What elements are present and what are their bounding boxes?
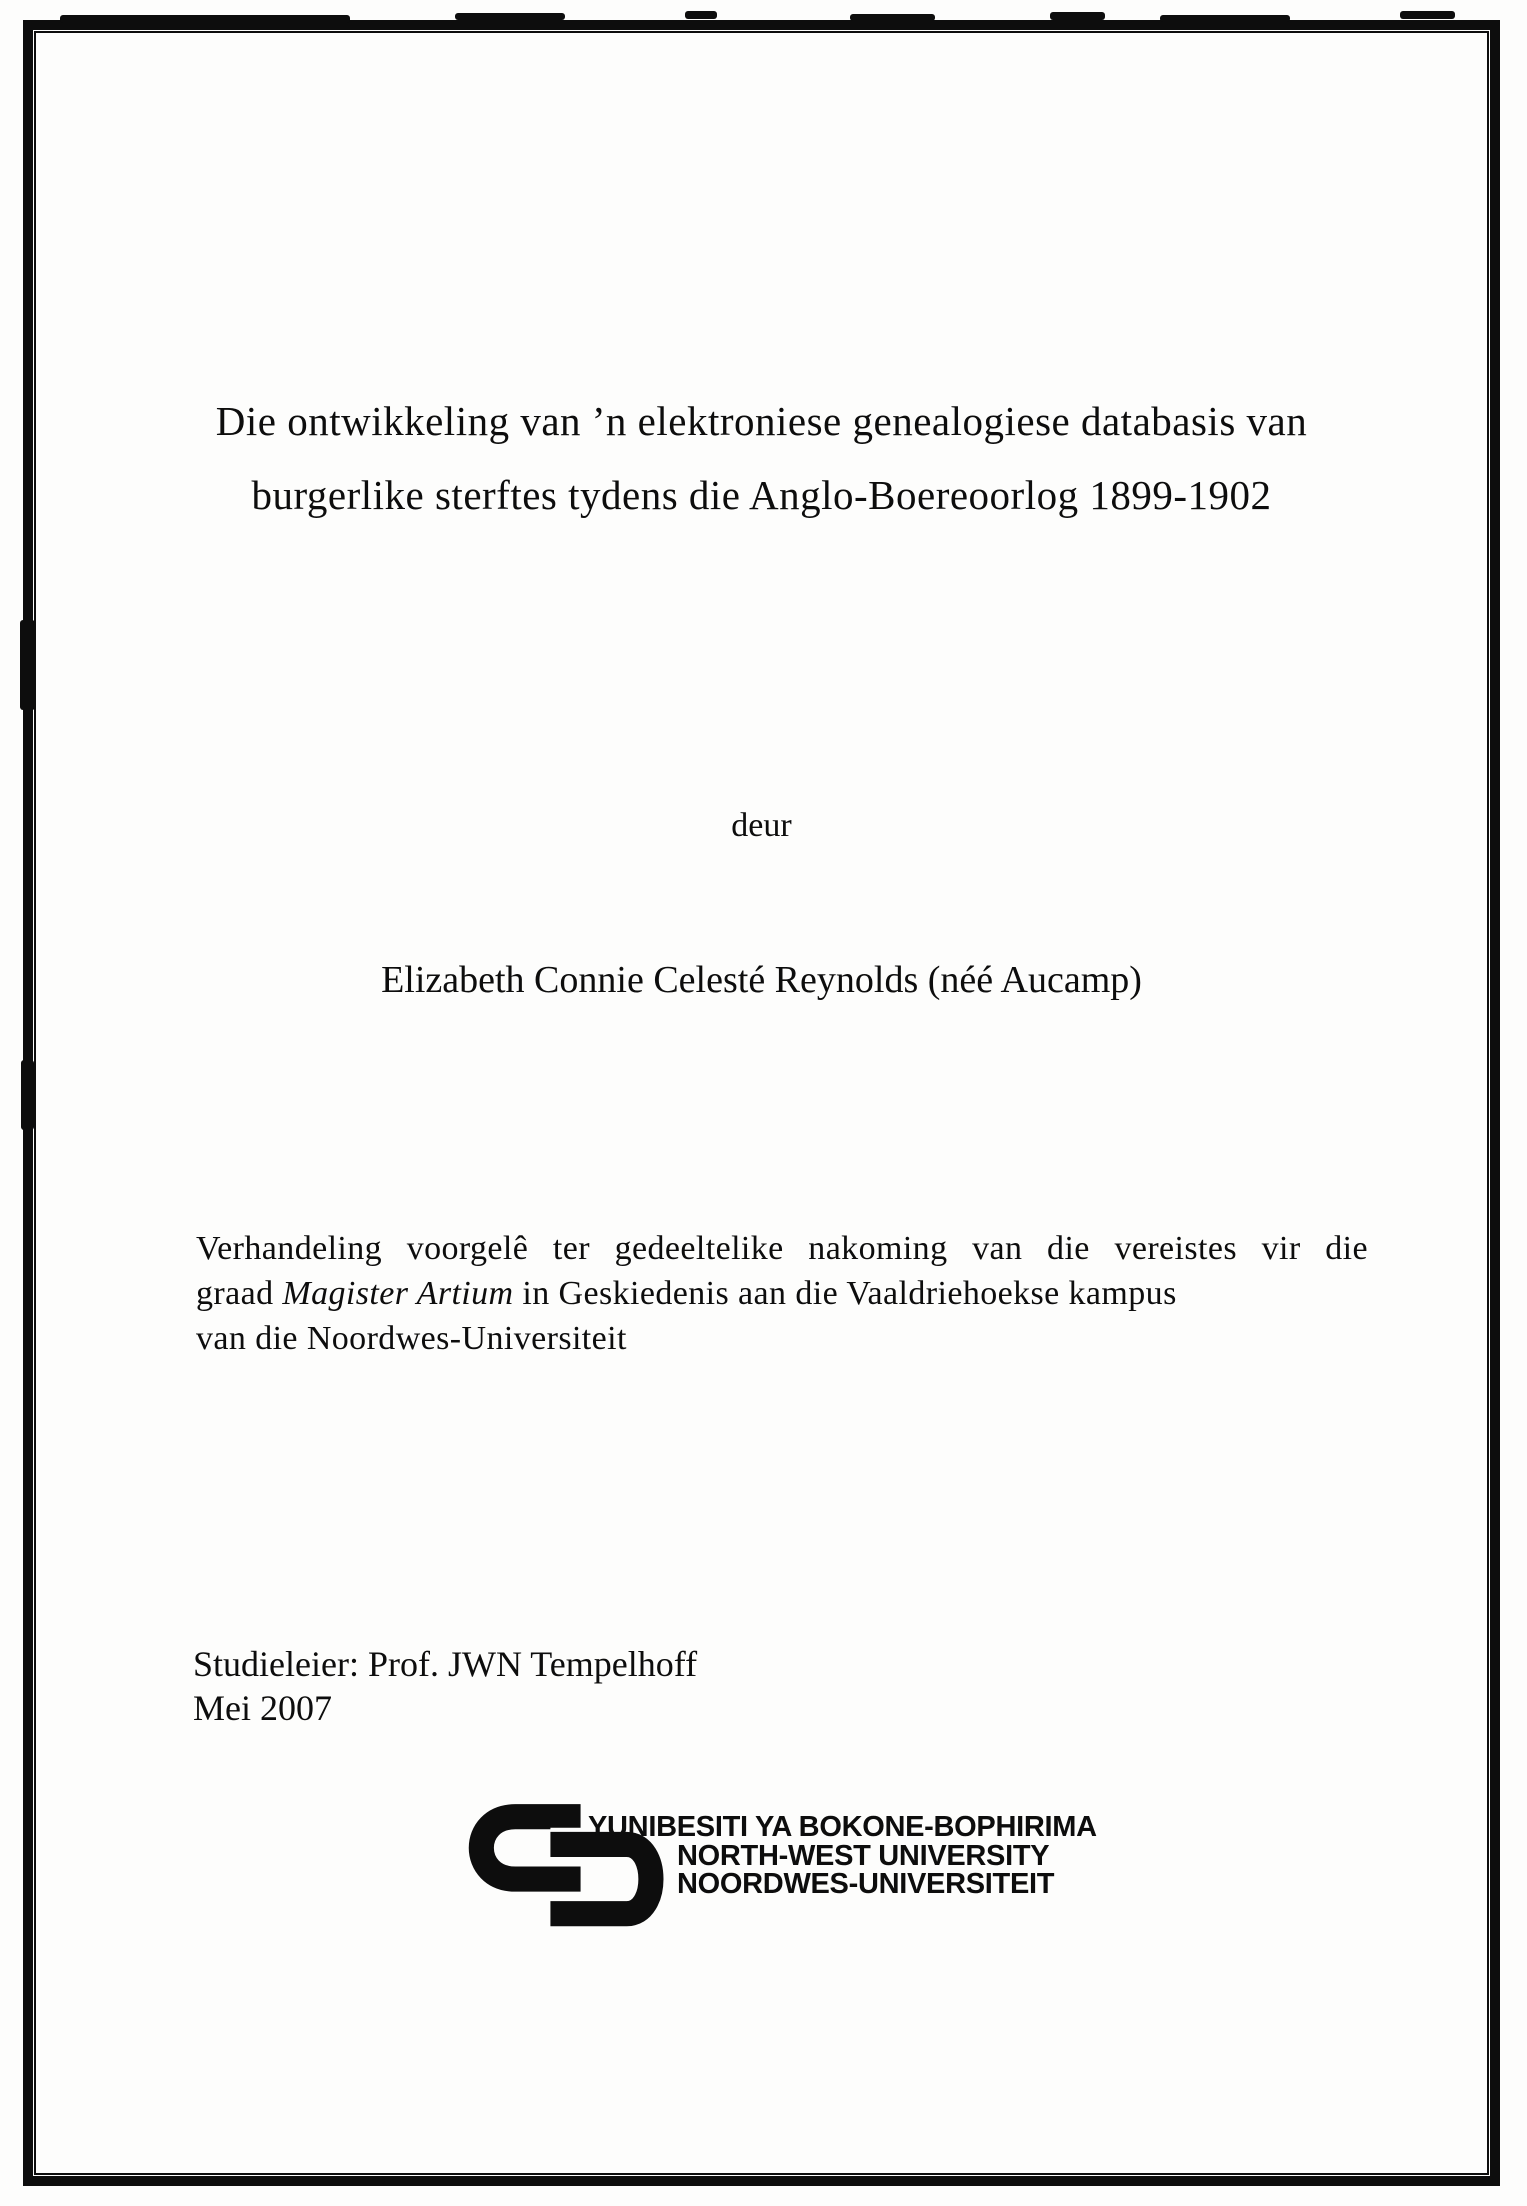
scan-artifact: [60, 2178, 120, 2184]
degree-statement-line2-post: in Geskiedenis aan die Vaaldriehoekse kampus: [513, 1275, 1177, 1312]
degree-name-italic: Magister Artium: [282, 1275, 514, 1312]
degree-statement-line2: [196, 1271, 1368, 1316]
degree-statement-line2-pre: graad: [196, 1275, 283, 1312]
scan-artifact: [1400, 11, 1455, 19]
scan-artifact: [850, 14, 935, 21]
supervisor-line: Studieleier: Prof. JWN Tempelhoff: [193, 1644, 698, 1684]
thesis-title-line2: burgerlike sterftes tydens die Anglo-Boereoorlog 1899-1902: [251, 472, 1272, 518]
scan-artifact: [60, 15, 350, 23]
university-logo-text: [588, 1813, 1097, 1899]
thesis-title-line1: Die ontwikkeling van ’n elektroniese genealogiese databasis van: [215, 398, 1308, 444]
author-name: Elizabeth Connie Celesté Reynolds (néé Aucamp): [381, 959, 1142, 1001]
logo-text-afrikaans: NOORDWES-UNIVERSITEIT: [677, 1868, 1055, 1900]
degree-statement-line3: van die Noordwes-Universiteit: [196, 1320, 627, 1357]
degree-statement: [196, 1226, 1368, 1361]
scan-artifact: [685, 11, 717, 19]
byline: deur: [731, 807, 792, 844]
university-logo: [468, 1804, 1158, 1934]
scan-artifact: [1160, 15, 1290, 22]
logo-text-english: NORTH-WEST UNIVERSITY: [677, 1839, 1050, 1872]
scan-artifact: [760, 2177, 970, 2184]
scan-artifact: [215, 2177, 385, 2184]
date-line: Mei 2007: [193, 1688, 332, 1728]
scan-artifact: [21, 1060, 34, 1130]
thesis-title: [23, 384, 1500, 532]
supervisor-block: [193, 1642, 697, 1730]
degree-statement-line1: Verhandeling voorgelê ter gedeeltelike nakoming van die vereistes vir die: [196, 1230, 1368, 1267]
scan-artifact: [455, 13, 565, 20]
logo-text-setswana: YUNIBESITI YA BOKONE-BOPHIRIMA: [588, 1811, 1097, 1843]
scan-artifact: [1050, 12, 1105, 20]
scan-artifact: [20, 620, 35, 710]
